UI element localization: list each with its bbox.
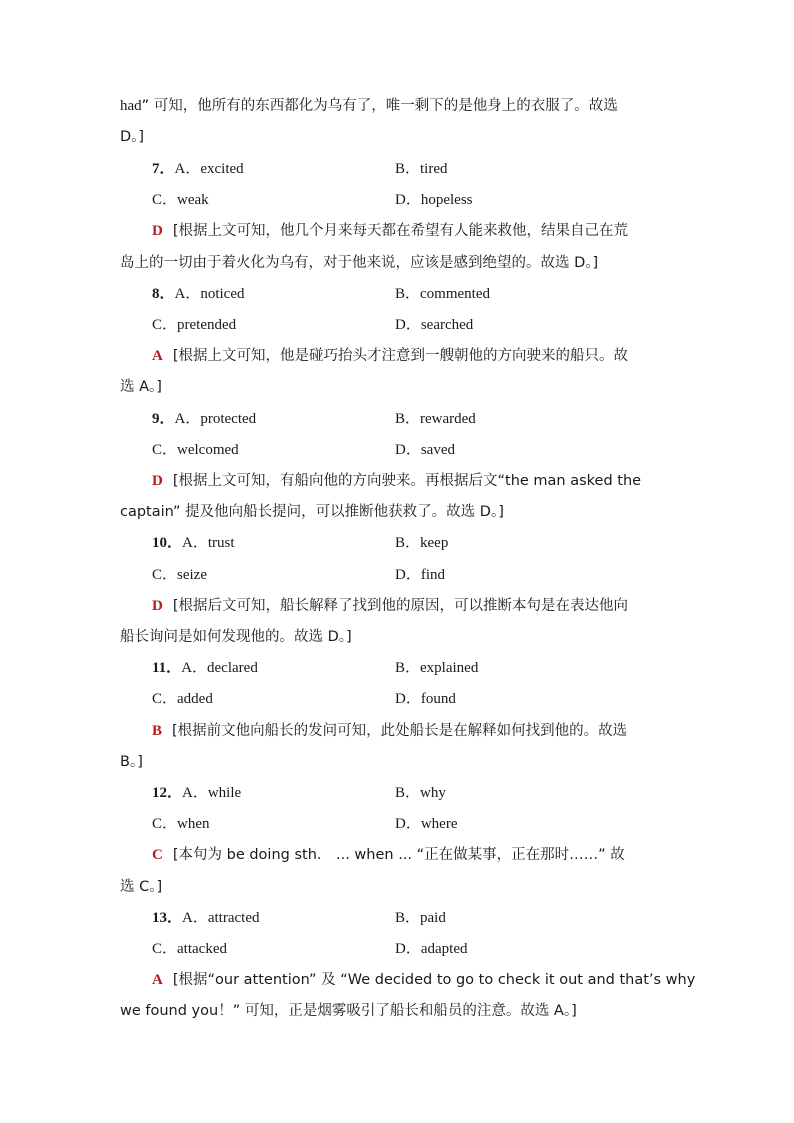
intro-english-word: had bbox=[120, 98, 142, 114]
question-11-options-row-1 bbox=[152, 655, 692, 681]
question-8-options-row-1 bbox=[152, 281, 692, 307]
question-number: 10． bbox=[152, 535, 183, 552]
question-13-options-row-2 bbox=[152, 936, 692, 962]
option-d: D．searched bbox=[395, 317, 474, 333]
question-8-options-row-2 bbox=[152, 312, 692, 338]
intro-line-2: D。] bbox=[120, 129, 145, 145]
option-a-text: A．while bbox=[182, 785, 242, 801]
option-a bbox=[152, 156, 244, 182]
explanation-line-2: B。] bbox=[120, 753, 143, 770]
answer-letter: B bbox=[152, 722, 163, 739]
explanation-line-2: 选 A。] bbox=[120, 379, 162, 396]
explanation-text: [根据上文可知，他几个月来每天都在希望有人能来救他，结果自己在荒 bbox=[172, 223, 628, 240]
question-9-options-row-2 bbox=[152, 437, 692, 463]
explanation-text: [根据后文可知，船长解释了找到他的原因，可以推断本句是在表达他向 bbox=[172, 597, 628, 614]
explanation-line-1 bbox=[152, 218, 680, 244]
answer-letter: A bbox=[152, 972, 163, 989]
explanation-line-1 bbox=[152, 842, 680, 868]
explanation-line-1 bbox=[152, 468, 680, 494]
intro-chinese-text: ” 可知，他所有的东西都化为乌有了，唯一剩下的是他身上的衣服了。故选 bbox=[141, 98, 618, 114]
option-b: B．commented bbox=[395, 285, 490, 302]
explanation-text: [根据上文可知，他是碰巧抬头才注意到一艘朝他的方向驶来的船只。故 bbox=[172, 348, 628, 365]
question-10-options-row-2 bbox=[152, 562, 692, 588]
option-a bbox=[152, 530, 235, 556]
answer-letter: D bbox=[152, 473, 163, 489]
option-d: D．find bbox=[395, 566, 445, 583]
explanation-text: [根据上文可知，有船向他的方向驶来。再根据后文“the man asked the bbox=[172, 473, 642, 489]
option-b: B．paid bbox=[395, 909, 446, 926]
explanation-text: [根据前文他向船长的发问可知，此处船长是在解释如何找到他的。故选 bbox=[172, 722, 628, 739]
option-a bbox=[152, 655, 258, 681]
option-b: B．explained bbox=[395, 660, 479, 677]
option-c: C．welcomed bbox=[152, 441, 239, 458]
option-d: D．hopeless bbox=[395, 192, 473, 209]
option-a bbox=[152, 905, 259, 931]
option-a-text: A．protected bbox=[174, 410, 257, 427]
question-number: 7． bbox=[152, 161, 175, 177]
option-a-text: A．excited bbox=[174, 161, 244, 177]
answer-letter: C bbox=[152, 847, 163, 864]
explanation-line-2: 船长询问是如何发现他的。故选 D。] bbox=[120, 629, 352, 645]
option-a bbox=[152, 281, 245, 307]
option-c: C．attacked bbox=[152, 941, 227, 957]
explanation-line-1 bbox=[152, 343, 680, 369]
question-11-options-row-2 bbox=[152, 686, 692, 712]
option-b: B．rewarded bbox=[395, 410, 476, 427]
option-a bbox=[152, 406, 256, 432]
option-d: D．found bbox=[395, 691, 456, 708]
option-c: C．seize bbox=[152, 566, 207, 583]
option-a-text: A．noticed bbox=[174, 285, 245, 302]
question-number: 9． bbox=[152, 410, 175, 427]
option-d: D．saved bbox=[395, 441, 455, 458]
option-a-text: A．declared bbox=[181, 660, 258, 677]
explanation-line-2: 岛上的一切由于着火化为乌有，对于他来说，应该是感到绝望的。故选 D。] bbox=[120, 254, 599, 271]
option-b: B．why bbox=[395, 785, 446, 801]
intro-line-1 bbox=[120, 93, 680, 119]
explanation-line-1 bbox=[152, 593, 680, 619]
option-d: D．adapted bbox=[395, 941, 468, 957]
question-9-options-row-1 bbox=[152, 406, 692, 432]
option-c: C．pretended bbox=[152, 317, 237, 333]
option-c: C．weak bbox=[152, 192, 209, 209]
question-number: 12． bbox=[152, 785, 183, 801]
option-a bbox=[152, 780, 241, 806]
explanation-line-2: captain” 提及他向船长提问，可以推断他获救了。故选 D。] bbox=[120, 504, 504, 521]
question-12-options-row-2 bbox=[152, 811, 692, 837]
question-12-options-row-1 bbox=[152, 780, 692, 806]
explanation-line-2: we found you！” 可知，正是烟雾吸引了船长和船员的注意。故选 A。] bbox=[120, 1003, 577, 1020]
explanation-line-1 bbox=[152, 718, 680, 744]
question-number: 8． bbox=[152, 285, 175, 302]
option-c: C．added bbox=[152, 691, 213, 708]
question-number: 13． bbox=[152, 909, 183, 926]
option-b: B．tired bbox=[395, 161, 448, 177]
explanation-line-2: 选 C。] bbox=[120, 878, 163, 895]
question-13-options-row-1 bbox=[152, 905, 692, 931]
option-d: D．where bbox=[395, 816, 458, 833]
explanation-line-1 bbox=[152, 967, 696, 993]
answer-letter: D bbox=[152, 597, 163, 614]
explanation-text: [根据“our attention” 及 “We decided to go to check it out and that’s why bbox=[172, 972, 696, 989]
option-a-text: A．trust bbox=[182, 535, 235, 552]
option-c: C．when bbox=[152, 816, 210, 833]
answer-letter: A bbox=[152, 348, 163, 365]
option-a-text: A．attracted bbox=[182, 909, 260, 926]
question-7-options-row-1 bbox=[152, 156, 692, 182]
option-b: B．keep bbox=[395, 535, 449, 552]
question-number: 11． bbox=[152, 660, 182, 677]
question-10-options-row-1 bbox=[152, 530, 692, 556]
explanation-text: [本句为 be doing sth． ... when ... “正在做某事，正在那时……” 故 bbox=[172, 847, 625, 864]
answer-letter: D bbox=[152, 223, 163, 240]
question-7-options-row-2 bbox=[152, 187, 692, 213]
